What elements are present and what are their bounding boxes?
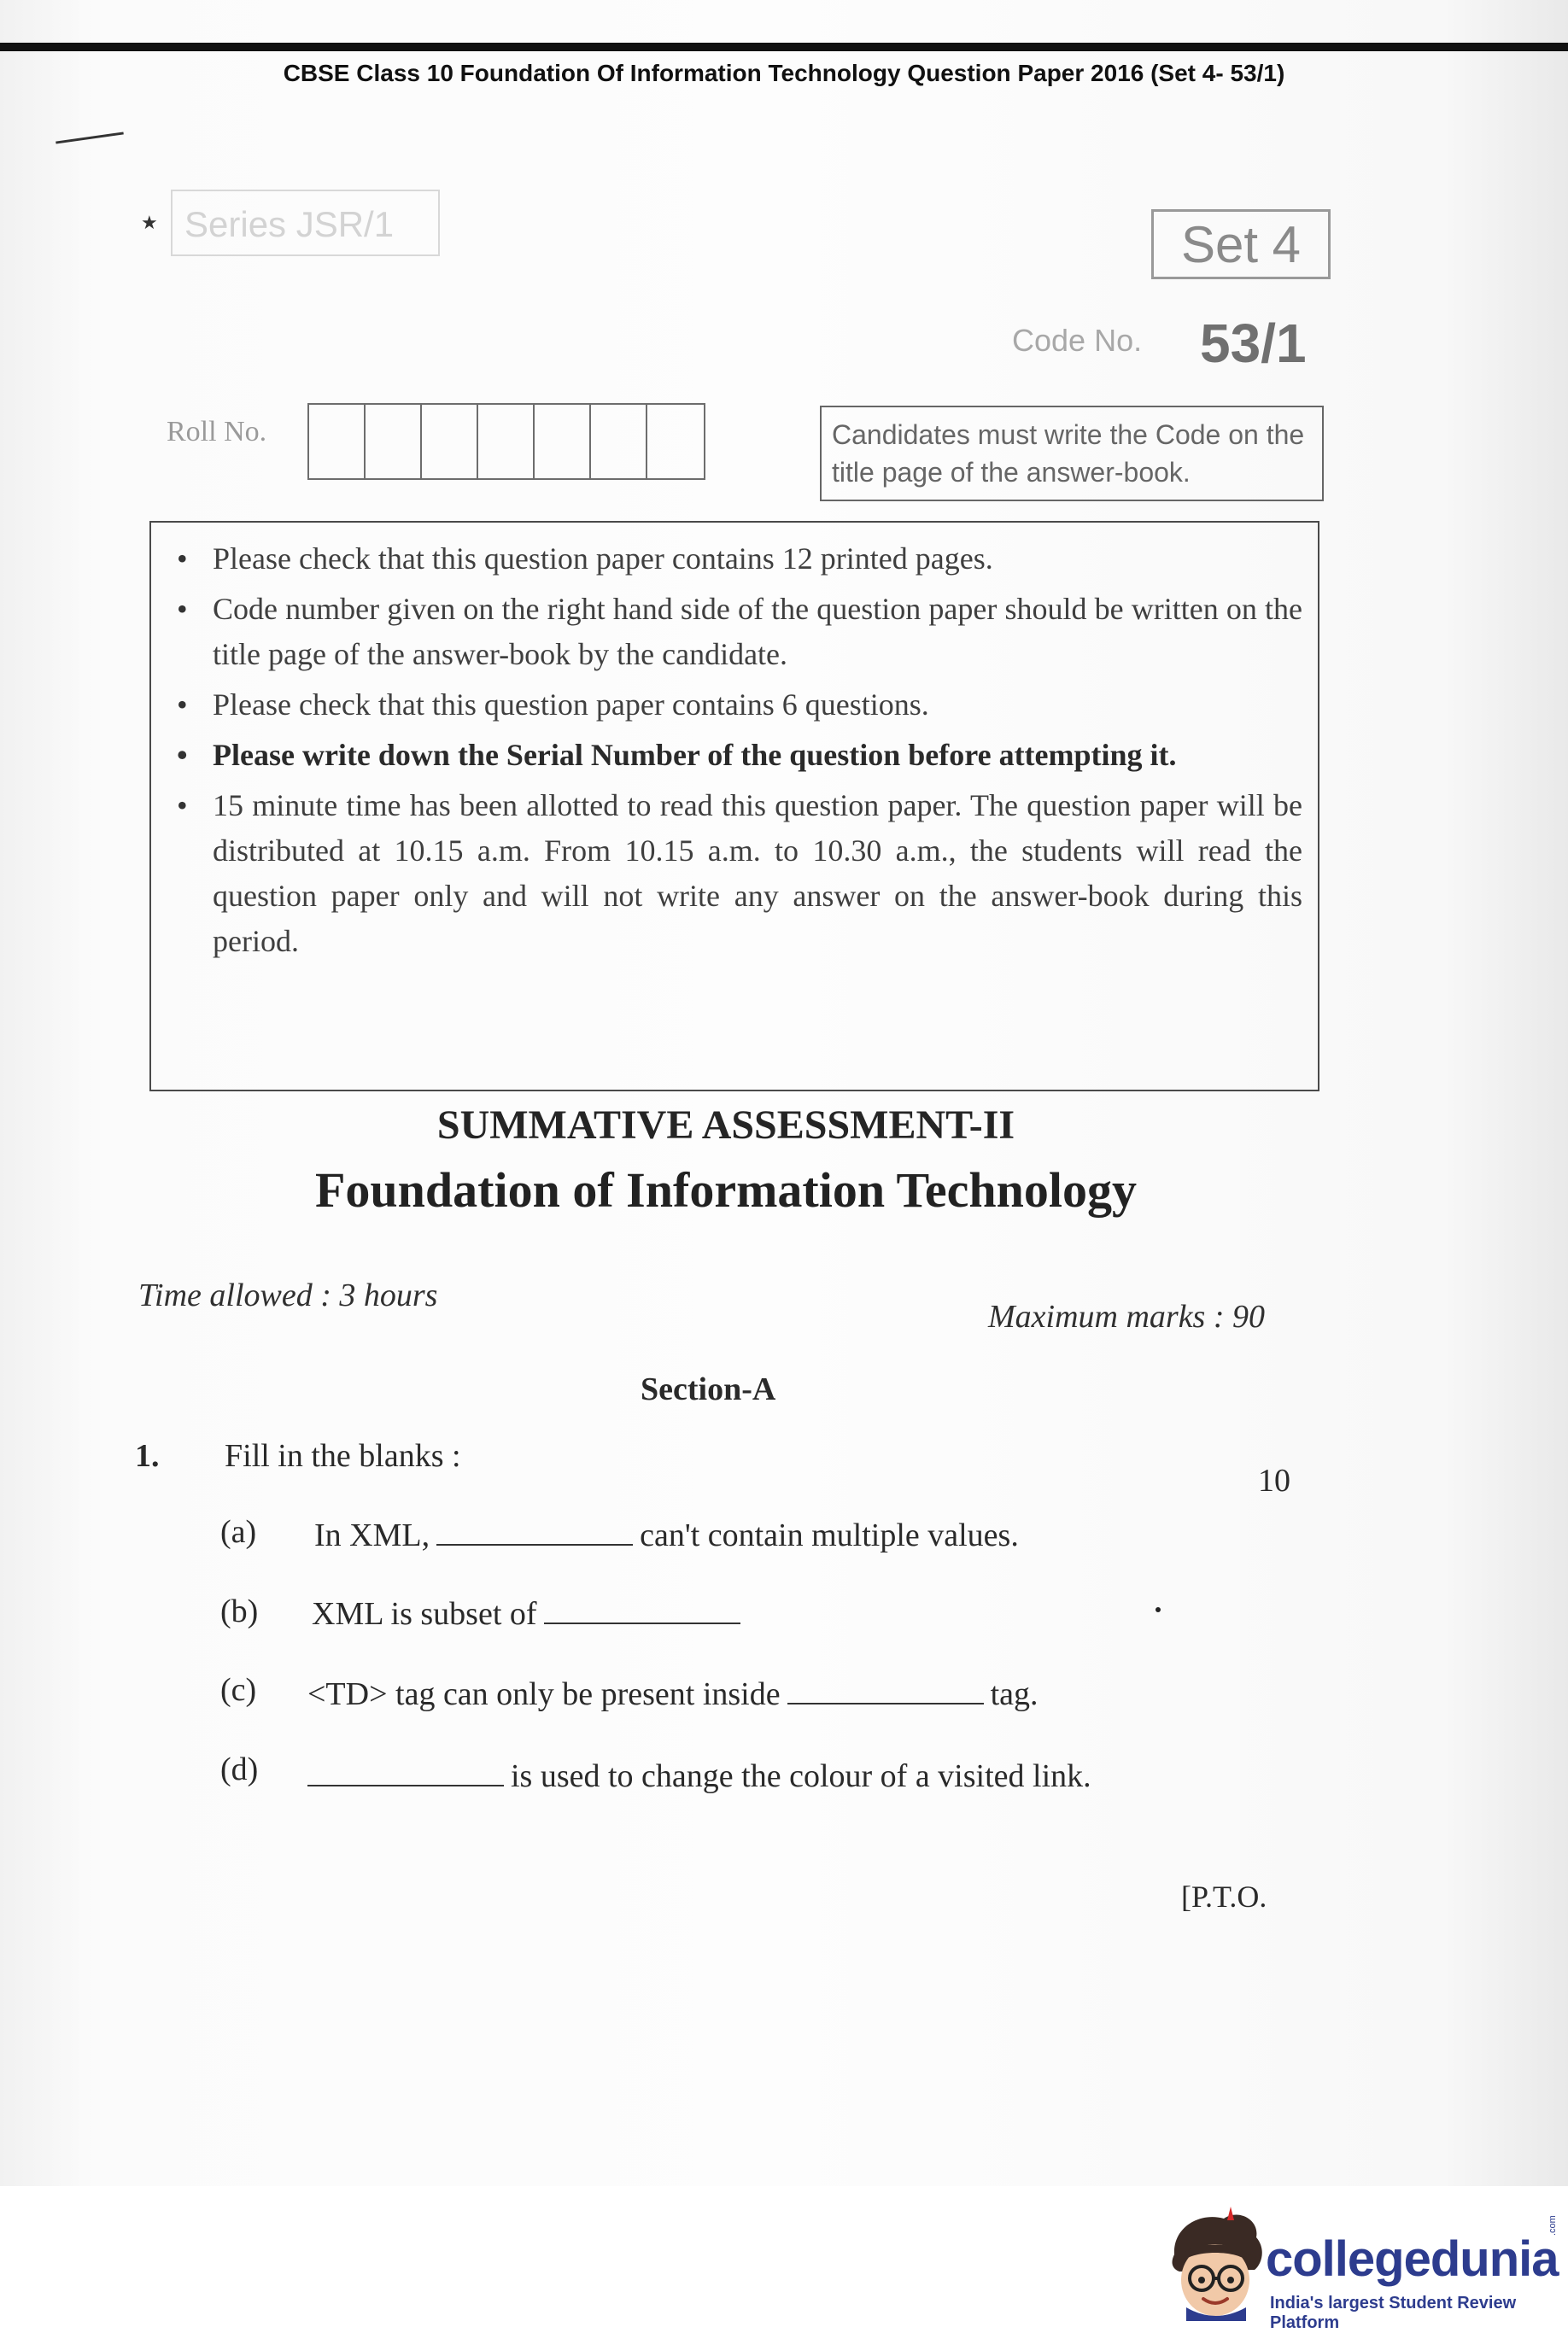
answer-blank xyxy=(787,1679,984,1704)
sub-question-d xyxy=(301,1757,1091,1795)
code-value: 53/1 xyxy=(1200,313,1307,374)
answer-blank xyxy=(436,1520,633,1546)
sub-question-b xyxy=(312,1595,747,1633)
stray-dot xyxy=(1156,1607,1161,1612)
sub-question-c xyxy=(307,1675,1039,1713)
set-box: Set 4 xyxy=(1151,209,1331,279)
sub-question-a xyxy=(314,1517,1019,1554)
page-title: CBSE Class 10 Foundation Of Information Technology Question Paper 2016 (Set 4- 53/1) xyxy=(283,60,1285,86)
instruction-text: Code number given on the right hand side of the question paper should be written on the title page of the answer-book by the candidate. xyxy=(213,592,1302,671)
roll-cell xyxy=(422,405,478,478)
roll-cell xyxy=(591,405,647,478)
sub-question-text: can't contain multiple values. xyxy=(640,1517,1019,1553)
sub-question-text: is used to change the colour of a visited link. xyxy=(511,1758,1091,1794)
roll-cell xyxy=(366,405,422,478)
question-marks: 10 xyxy=(1258,1463,1290,1499)
roll-cell xyxy=(535,405,591,478)
bullet-icon: • xyxy=(177,788,188,822)
sub-question-label: (c) xyxy=(220,1672,257,1708)
answer-blank xyxy=(544,1599,740,1624)
sub-question-text: In XML, xyxy=(314,1517,430,1553)
bullet-icon: • xyxy=(177,541,188,576)
brand-name[interactable]: collegedunia xyxy=(1266,2231,1559,2287)
top-rule xyxy=(0,43,1568,51)
bullet-icon: • xyxy=(177,687,188,722)
collegedunia-logo-icon[interactable] xyxy=(1157,2201,1277,2321)
question-number: 1. xyxy=(135,1438,160,1474)
sub-question-text: <TD> tag can only be present inside xyxy=(307,1676,781,1712)
sub-question-label: (b) xyxy=(220,1593,259,1629)
series-box: Series JSR/1 xyxy=(171,190,440,256)
subject-heading: Foundation of Information Technology xyxy=(314,1162,1137,1218)
answer-blank xyxy=(307,1761,504,1786)
instructions-box xyxy=(149,521,1319,1091)
time-allowed: Time allowed : 3 hours xyxy=(138,1278,438,1313)
roll-cell xyxy=(647,405,704,478)
assessment-heading: SUMMATIVE ASSESSMENT-II xyxy=(436,1102,1015,1148)
code-label: Code No. xyxy=(1012,323,1143,358)
roll-number-boxes xyxy=(307,403,705,480)
candidate-note: Candidates must write the Code on the title page of the answer-book. xyxy=(820,406,1324,501)
bullet-icon: • xyxy=(177,738,188,772)
instruction-text: Please write down the Serial Number of the question before attempting it. xyxy=(213,738,1177,772)
brand-suffix: .com xyxy=(1548,2215,1558,2236)
instruction-item xyxy=(168,783,1302,964)
max-marks: Maximum marks : 90 xyxy=(988,1299,1266,1335)
section-heading: Section-A xyxy=(641,1371,776,1407)
instruction-item xyxy=(168,682,1302,728)
bullet-icon: • xyxy=(177,592,188,626)
instruction-item xyxy=(168,536,1302,582)
question-prompt: Fill in the blanks : xyxy=(225,1438,461,1474)
instruction-text: Please check that this question paper contains 12 printed pages. xyxy=(213,541,993,576)
instruction-item xyxy=(168,587,1302,677)
sub-question-label: (d) xyxy=(220,1751,259,1787)
pto-marker: [P.T.O. xyxy=(1181,1880,1267,1914)
star-icon: ★ xyxy=(141,212,158,233)
instruction-item xyxy=(168,733,1302,778)
sub-question-label: (a) xyxy=(220,1514,257,1550)
instruction-text: 15 minute time has been allotted to read this question paper. The question paper will be distributed at 10.15 a.m. From 10.15 a.m. to 10.30 a.m., the students will read the question paper only and will not write any answer on the answer-book during this period. xyxy=(213,788,1302,958)
roll-cell xyxy=(478,405,535,478)
brand-tagline: India's largest Student Review Platform xyxy=(1270,2294,1517,2332)
sub-question-text: XML is subset of xyxy=(312,1596,537,1632)
instruction-text: Please check that this question paper contains 6 questions. xyxy=(213,687,929,722)
roll-cell xyxy=(309,405,366,478)
roll-label: Roll No. xyxy=(167,416,267,447)
sub-question-text: tag. xyxy=(990,1676,1039,1712)
